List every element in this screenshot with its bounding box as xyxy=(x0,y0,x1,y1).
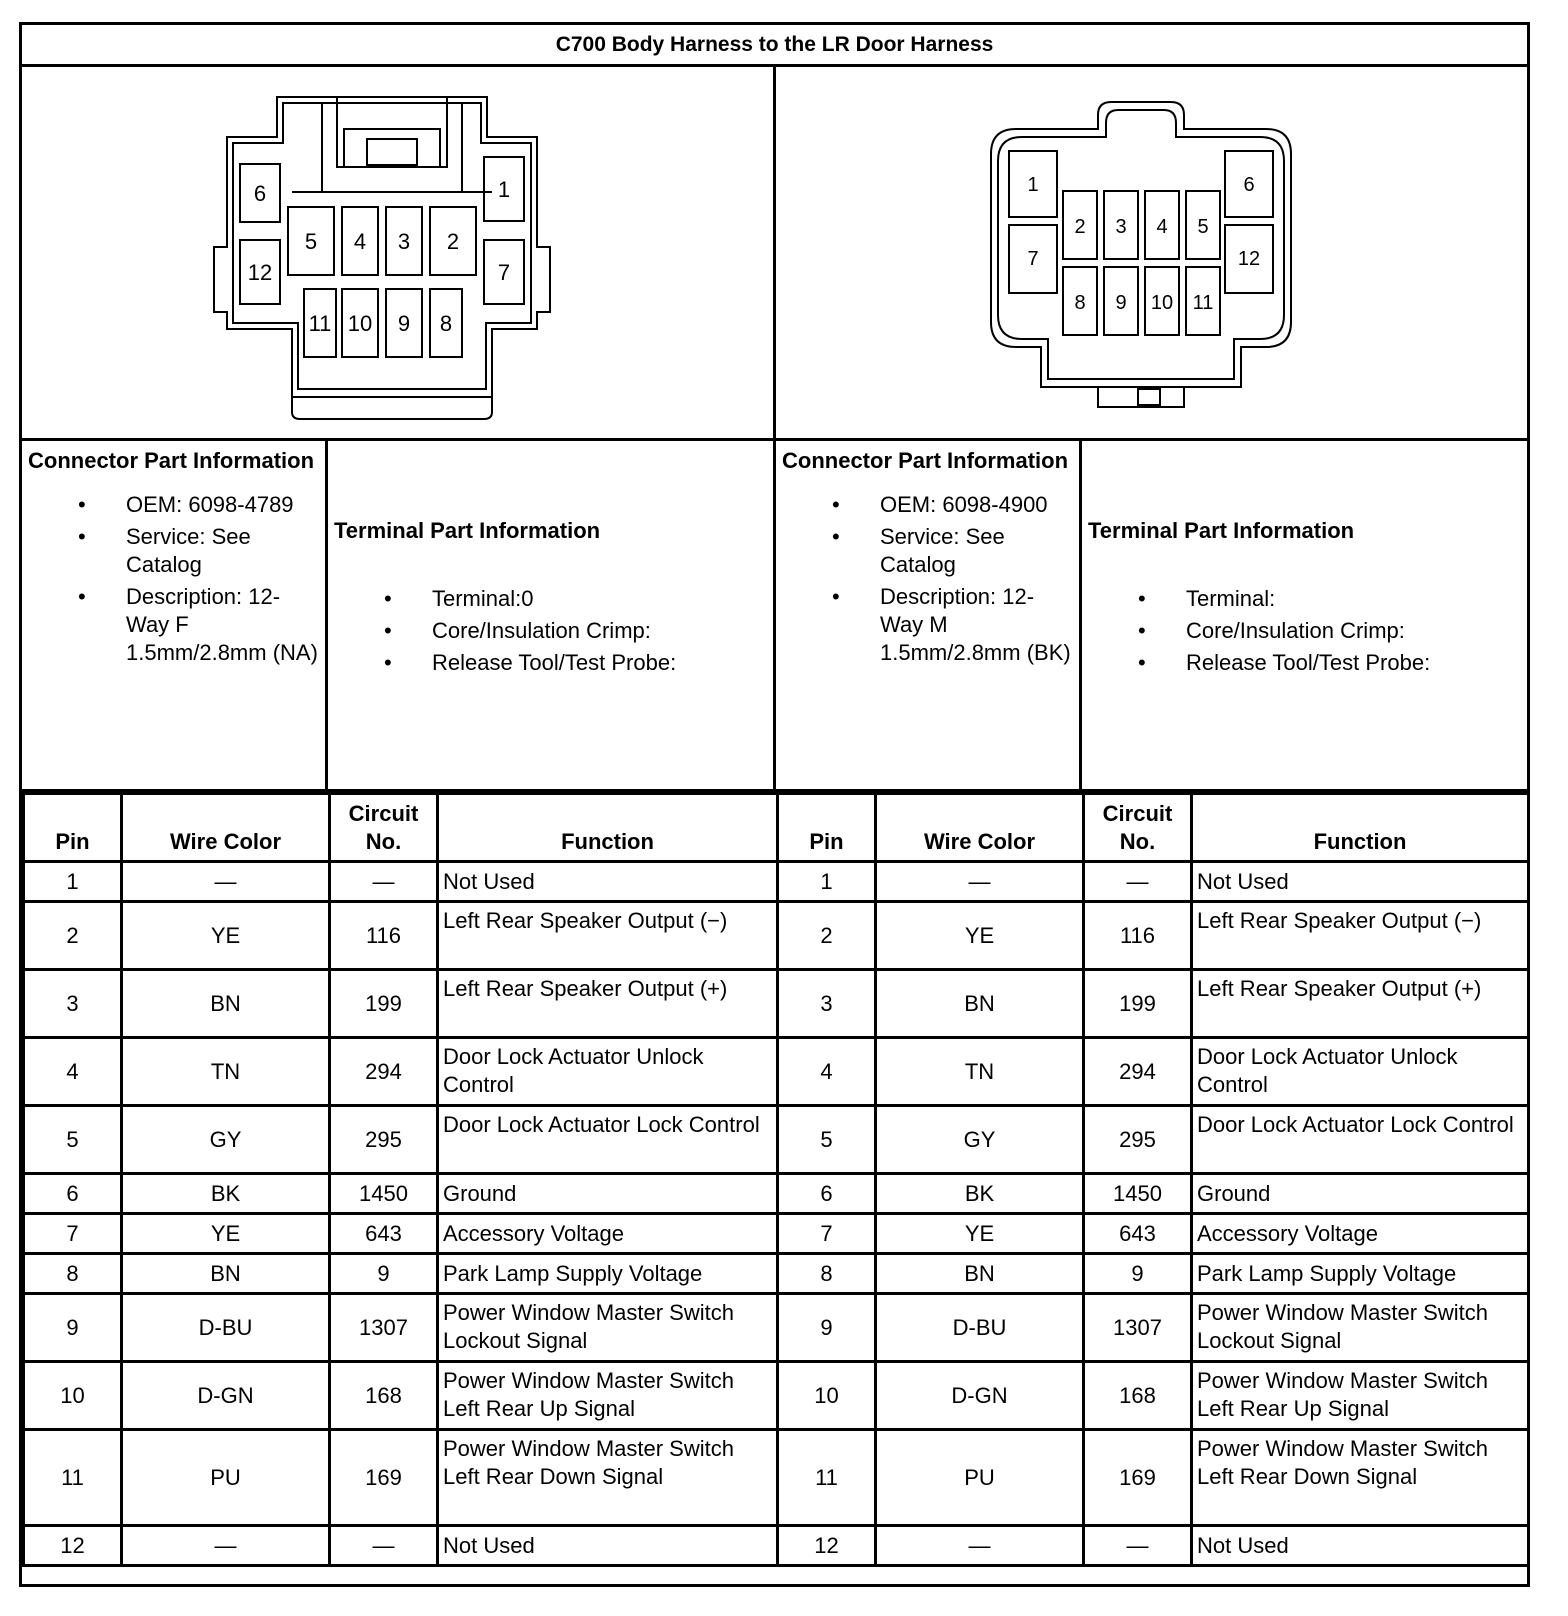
left-pin-label: 6 xyxy=(253,181,267,206)
function-cell: Park Lamp Supply Voltage xyxy=(1192,1254,1529,1294)
wire-color-cell: D-BU xyxy=(122,1294,330,1362)
function-cell: Power Window Master Switch Lockout Signal xyxy=(1192,1294,1529,1362)
circuit-cell: 643 xyxy=(330,1214,438,1254)
wire-color-cell: BN xyxy=(122,970,330,1038)
wire-color-cell: YE xyxy=(876,902,1084,970)
wire-color-cell: D-GN xyxy=(122,1362,330,1430)
function-cell: Door Lock Actuator Unlock Control xyxy=(438,1038,778,1106)
table-row xyxy=(24,1254,1529,1294)
left-pin-label: 2 xyxy=(446,229,460,254)
wire-color-cell: — xyxy=(122,862,330,902)
wire-color-cell: TN xyxy=(876,1038,1084,1106)
right-description: • Description: 12-Way M 1.5mm/2.8mm (BK) xyxy=(782,583,1073,667)
header-wire-color: Wire Color xyxy=(122,794,330,862)
right-pin-label: 11 xyxy=(1192,292,1214,314)
table-row xyxy=(24,1526,1529,1566)
circuit-cell: 643 xyxy=(1084,1214,1192,1254)
circuit-cell: 9 xyxy=(330,1254,438,1294)
function-cell: Ground xyxy=(1192,1174,1529,1214)
pin-cell: 2 xyxy=(778,902,876,970)
table-row xyxy=(24,970,1529,1038)
function-cell: Not Used xyxy=(1192,862,1529,902)
function-cell: Door Lock Actuator Unlock Control xyxy=(1192,1038,1529,1106)
pin-cell: 10 xyxy=(778,1362,876,1430)
right-service: • Service: See Catalog xyxy=(782,523,1073,579)
right-pin-label: 12 xyxy=(1237,248,1261,270)
circuit-cell: 1307 xyxy=(330,1294,438,1362)
wire-color-cell: BN xyxy=(876,1254,1084,1294)
pin-cell: 11 xyxy=(24,1430,122,1526)
pin-cell: 8 xyxy=(24,1254,122,1294)
right-crimp: • Core/Insulation Crimp: xyxy=(1088,617,1521,645)
left-connector-info xyxy=(22,441,328,789)
circuit-cell: 169 xyxy=(1084,1430,1192,1526)
left-pin-label: 5 xyxy=(304,229,318,254)
left-terminal: • Terminal:0 xyxy=(334,585,767,613)
function-cell: Door Lock Actuator Lock Control xyxy=(438,1106,778,1174)
circuit-cell: 199 xyxy=(1084,970,1192,1038)
circuit-cell: 9 xyxy=(1084,1254,1192,1294)
right-connector-info-heading: Connector Part Information xyxy=(782,448,1069,473)
circuit-cell: 1450 xyxy=(1084,1174,1192,1214)
function-cell: Power Window Master Switch Left Rear Up Signal xyxy=(1192,1362,1529,1430)
right-connector-drawing xyxy=(776,67,1527,438)
pin-cell: 4 xyxy=(778,1038,876,1106)
header-circuit: Circuit No. xyxy=(1084,794,1192,862)
right-pin-label: 4 xyxy=(1156,216,1168,238)
table-body xyxy=(24,862,1529,1566)
left-pin-label: 10 xyxy=(347,311,373,336)
wire-color-cell: — xyxy=(876,1526,1084,1566)
header-circuit: Circuit No. xyxy=(330,794,438,862)
circuit-cell: 295 xyxy=(330,1106,438,1174)
wire-color-cell: YE xyxy=(122,902,330,970)
pin-cell: 8 xyxy=(778,1254,876,1294)
left-pin-cavities xyxy=(240,157,524,357)
header-wire-color: Wire Color xyxy=(876,794,1084,862)
pin-cell: 5 xyxy=(778,1106,876,1174)
pin-cell: 3 xyxy=(24,970,122,1038)
pin-cell: 12 xyxy=(24,1526,122,1566)
circuit-cell: 294 xyxy=(330,1038,438,1106)
left-description: • Description: 12-Way F 1.5mm/2.8mm (NA) xyxy=(28,583,319,667)
wire-color-cell: BN xyxy=(122,1254,330,1294)
circuit-cell: 1307 xyxy=(1084,1294,1192,1362)
left-pin-label: 8 xyxy=(439,311,453,336)
circuit-cell: 169 xyxy=(330,1430,438,1526)
right-pin-cavities xyxy=(1009,151,1273,335)
header-function: Function xyxy=(1192,794,1529,862)
table-row xyxy=(24,1362,1529,1430)
left-pin-label: 11 xyxy=(308,311,332,336)
right-pin-label: 6 xyxy=(1243,174,1255,196)
part-info-row xyxy=(22,438,1527,792)
function-cell: Left Rear Speaker Output (+) xyxy=(438,970,778,1038)
right-connector-info xyxy=(776,441,1082,789)
pin-cell: 6 xyxy=(24,1174,122,1214)
pin-cell: 4 xyxy=(24,1038,122,1106)
circuit-cell: — xyxy=(1084,862,1192,902)
function-cell: Left Rear Speaker Output (+) xyxy=(1192,970,1529,1038)
function-cell: Left Rear Speaker Output (−) xyxy=(438,902,778,970)
function-cell: Accessory Voltage xyxy=(1192,1214,1529,1254)
table-row xyxy=(24,1174,1529,1214)
left-pin-label: 12 xyxy=(247,260,273,285)
wire-color-cell: GY xyxy=(876,1106,1084,1174)
left-crimp: • Core/Insulation Crimp: xyxy=(334,617,767,645)
wire-color-cell: BK xyxy=(876,1174,1084,1214)
pin-cell: 9 xyxy=(24,1294,122,1362)
function-cell: Power Window Master Switch Lockout Signal xyxy=(438,1294,778,1362)
circuit-cell: 294 xyxy=(1084,1038,1192,1106)
pin-cell: 11 xyxy=(778,1430,876,1526)
right-terminal-info xyxy=(1082,441,1527,789)
circuit-cell: — xyxy=(330,862,438,902)
wire-color-cell: — xyxy=(122,1526,330,1566)
table-row xyxy=(24,1038,1529,1106)
function-cell: Park Lamp Supply Voltage xyxy=(438,1254,778,1294)
table-row xyxy=(24,1430,1529,1526)
circuit-cell: — xyxy=(1084,1526,1192,1566)
right-connector-diagram xyxy=(776,67,1527,438)
function-cell: Ground xyxy=(438,1174,778,1214)
function-cell: Accessory Voltage xyxy=(438,1214,778,1254)
function-cell: Power Window Master Switch Left Rear Down Signal xyxy=(438,1430,778,1526)
left-terminal-info-heading: Terminal Part Information xyxy=(334,518,601,543)
left-pin-label: 1 xyxy=(497,177,511,202)
right-release-tool: • Release Tool/Test Probe: xyxy=(1088,649,1521,677)
wire-color-cell: D-GN xyxy=(876,1362,1084,1430)
left-connector-info-heading: Connector Part Information xyxy=(28,448,315,473)
wire-color-cell: PU xyxy=(876,1430,1084,1526)
left-pin-label: 4 xyxy=(353,229,367,254)
left-pin-label: 7 xyxy=(497,260,511,285)
left-release-tool: • Release Tool/Test Probe: xyxy=(334,649,767,677)
circuit-cell: 1450 xyxy=(330,1174,438,1214)
pin-cell: 1 xyxy=(24,862,122,902)
wire-color-cell: D-BU xyxy=(876,1294,1084,1362)
table-row xyxy=(24,902,1529,970)
connector-sheet xyxy=(19,22,1530,1587)
wire-color-cell: — xyxy=(876,862,1084,902)
right-pin-label: 1 xyxy=(1027,174,1039,196)
pin-cell: 1 xyxy=(778,862,876,902)
circuit-cell: 295 xyxy=(1084,1106,1192,1174)
left-terminal-info xyxy=(328,441,776,789)
table-row xyxy=(24,1106,1529,1174)
pinout-table xyxy=(22,792,1527,1567)
left-pin-label: 9 xyxy=(397,311,411,336)
function-cell: Power Window Master Switch Left Rear Up Signal xyxy=(438,1362,778,1430)
wire-color-cell: PU xyxy=(122,1430,330,1526)
right-terminal: • Terminal: xyxy=(1088,585,1521,613)
right-terminal-info-heading: Terminal Part Information xyxy=(1088,518,1355,543)
table-row xyxy=(24,1294,1529,1362)
wire-color-cell: BN xyxy=(876,970,1084,1038)
function-cell: Not Used xyxy=(438,1526,778,1566)
wire-color-cell: BK xyxy=(122,1174,330,1214)
pin-cell: 9 xyxy=(778,1294,876,1362)
pin-cell: 2 xyxy=(24,902,122,970)
function-cell: Not Used xyxy=(438,862,778,902)
pin-cell: 6 xyxy=(778,1174,876,1214)
pin-cell: 5 xyxy=(24,1106,122,1174)
function-cell: Door Lock Actuator Lock Control xyxy=(1192,1106,1529,1174)
circuit-cell: 168 xyxy=(1084,1362,1192,1430)
right-pin-label: 7 xyxy=(1027,248,1039,270)
left-service: • Service: See Catalog xyxy=(28,523,319,579)
function-cell: Left Rear Speaker Output (−) xyxy=(1192,902,1529,970)
right-pin-label: 2 xyxy=(1074,216,1086,238)
circuit-cell: 199 xyxy=(330,970,438,1038)
header-pin: Pin xyxy=(24,794,122,862)
left-connector-drawing xyxy=(22,67,773,438)
right-pin-label: 10 xyxy=(1150,292,1174,314)
pin-cell: 7 xyxy=(24,1214,122,1254)
pin-cell: 10 xyxy=(24,1362,122,1430)
function-cell: Power Window Master Switch Left Rear Down Signal xyxy=(1192,1430,1529,1526)
function-cell: Not Used xyxy=(1192,1526,1529,1566)
circuit-cell: 116 xyxy=(1084,902,1192,970)
right-pin-label: 9 xyxy=(1115,292,1127,314)
wire-color-cell: YE xyxy=(122,1214,330,1254)
header-function: Function xyxy=(438,794,778,862)
wire-color-cell: TN xyxy=(122,1038,330,1106)
sheet-title: C700 Body Harness to the LR Door Harness xyxy=(22,25,1527,67)
left-pin-label: 3 xyxy=(397,229,411,254)
wire-color-cell: YE xyxy=(876,1214,1084,1254)
circuit-cell: 168 xyxy=(330,1362,438,1430)
pin-cell: 12 xyxy=(778,1526,876,1566)
right-pin-label: 5 xyxy=(1197,216,1209,238)
circuit-cell: 116 xyxy=(330,902,438,970)
table-row xyxy=(24,862,1529,902)
pin-cell: 3 xyxy=(778,970,876,1038)
left-connector-diagram xyxy=(22,67,776,438)
header-pin: Pin xyxy=(778,794,876,862)
pin-cell: 7 xyxy=(778,1214,876,1254)
wire-color-cell: GY xyxy=(122,1106,330,1174)
left-oem: • OEM: 6098-4789 xyxy=(28,491,319,519)
right-pin-label: 3 xyxy=(1115,216,1127,238)
table-row xyxy=(24,1214,1529,1254)
right-oem: • OEM: 6098-4900 xyxy=(782,491,1073,519)
right-pin-label: 8 xyxy=(1074,292,1086,314)
circuit-cell: — xyxy=(330,1526,438,1566)
